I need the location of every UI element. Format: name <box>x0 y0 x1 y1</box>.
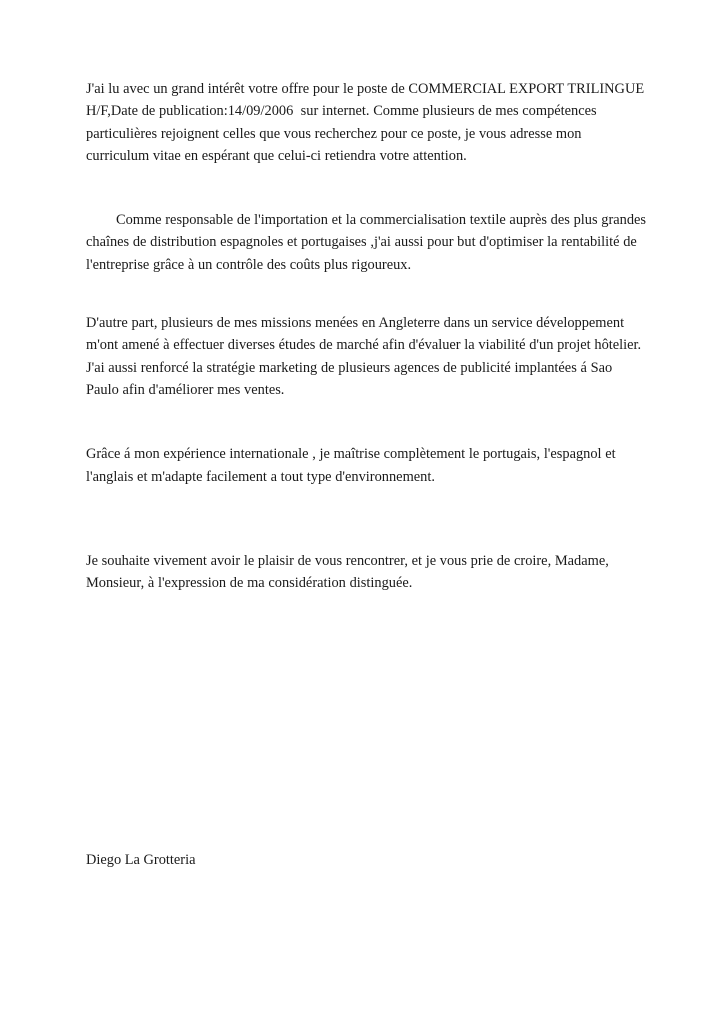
paragraph-spacer <box>86 276 648 312</box>
paragraph-closing: Je souhaite vivement avoir le plaisir de vous rencontrer, et je vous prie de croire, Madame, Monsieur, à l'expression de ma considération distinguée. <box>86 552 613 592</box>
signature-block <box>86 849 486 871</box>
letter-body <box>86 78 648 594</box>
paragraph-experience-textile: Comme responsable de l'importation et la commercialisation textile auprès des plus grandes chaînes de distribution espagnoles et portugaises ,j'ai aussi pour but d'optimiser la rentabilité de l'entreprise grâce à un contrôle des coûts plus rigoureux. <box>86 212 650 273</box>
paragraph-spacer <box>86 167 648 209</box>
signature-name: Diego La Grotteria <box>86 852 196 868</box>
paragraph-experience-missions: D'autre part, plusieurs de mes missions menées en Angleterre dans un service développement m'ont amené à effectuer diverses études de marché afin d'évaluer la viabilité d'un projet hôtelier. J'ai aussi renforcé la stratégie marketing de plusieurs agences de publicité implantées á Sao Paulo afin d'améliorer mes ventes. <box>86 315 645 398</box>
paragraph-spacer <box>86 401 648 443</box>
paragraph-opening: J'ai lu avec un grand intérêt votre offre pour le poste de COMMERCIAL EXPORT TRILINGUE H/F,Date de publication:14/09/2006 sur internet. Comme plusieurs de mes compétences particulières rejoignent celles que vous recherchez pour ce poste, je vous adresse mon curriculum vitae en espérant que celui-ci retiendra votre attention. <box>86 81 648 164</box>
paragraph-spacer <box>86 488 648 550</box>
paragraph-languages: Grâce á mon expérience internationale , je maîtrise complètement le portugais, l'espagnol et l'anglais et m'adapte facilement a tout type d'environnement. <box>86 446 620 485</box>
